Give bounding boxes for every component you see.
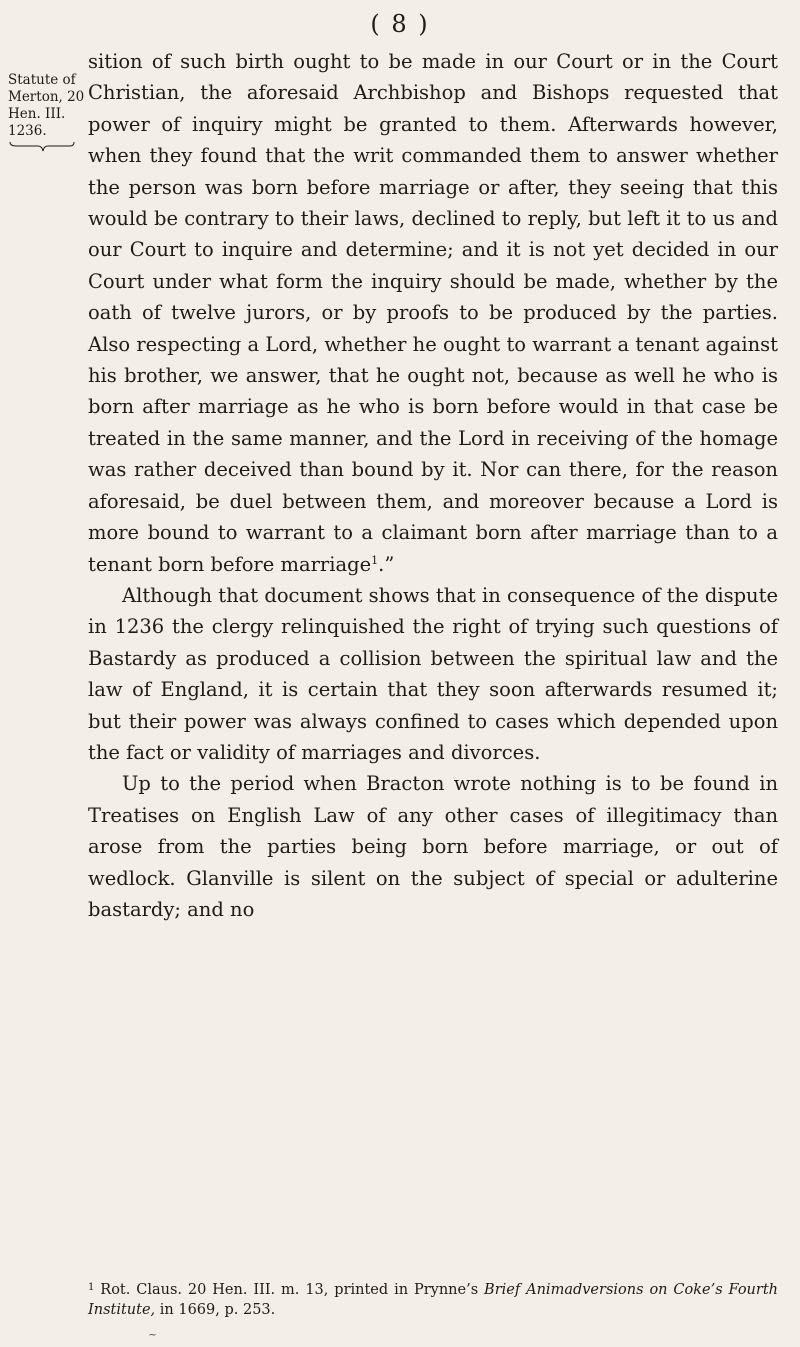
footnote-text: Rot. Claus. 20 Hen. III. m. 13, printed in Prynne’s [100, 1282, 485, 1298]
page-number: ( 8 ) [370, 10, 430, 38]
margin-note-line: Merton, 20 [8, 89, 85, 105]
margin-note-line: Statute of [8, 72, 76, 88]
body-text [88, 46, 778, 925]
margin-note [8, 72, 85, 152]
footnote [88, 1278, 778, 1320]
footnote-title: Brief Animadversions on Coke’s Fourth Institute, [88, 1282, 778, 1318]
brace-icon [8, 140, 76, 152]
footnote-reference[interactable]: 1 [371, 553, 379, 567]
paragraph-text: .” [378, 552, 395, 576]
footnote-marker: 1 [88, 1282, 95, 1293]
paragraph-text: sition of such birth ought to be made in our Court or in the Court Christian, the aforesaid Archbishop and Bishops requested that power of inquiry might be granted to them. Afterwards however, when they found that the writ commanded them to answer whether the person was born before marriage or after, they seeing that this would be contrary to their laws, declined to reply, but left it to us and our Court to inquire and determine; and it is not yet decided in our Court under what form the inquiry should be made, whether by the oath of twelve jurors, or by proofs to be produced by the parties. Also respecting a Lord, whether he ought to warrant a tenant against his brother, we answer, that he ought not, because as well he who is born after marriage as he who is born before would in that case be treated in the same manner, and the Lord in receiving of the homage was rather deceived than bound by it. Nor can there, for the reason aforesaid, be duel between them, and moreover because a Lord is more bound to warrant to a claimant born after marriage than to a tenant born before marriage [88, 50, 778, 576]
paragraph: Although that document shows that in consequence of the dispute in 1236 the clergy relinquished the right of trying such questions of Bastardy as produced a collision between the spiritual law and the law of England, it is certain that they soon afterwards resumed it; but their power was always confined to cases which depended upon the fact or validity of marriages and divorces. [88, 583, 778, 764]
margin-note-line: 1236. [8, 123, 47, 139]
paragraph [88, 46, 778, 580]
margin-note-line: Hen. III. [8, 106, 66, 122]
catchword: ~ [148, 1328, 158, 1341]
footnote-text: in 1669, p. 253. [155, 1302, 276, 1318]
paragraph: Up to the period when Bracton wrote nothing is to be found in Treatises on English Law of any other cases of illegitimacy than arose from the parties being born before marriage, or out of wedlock. Glanville is silent on the subject of special or adulterine bastardy; and no [88, 772, 778, 921]
